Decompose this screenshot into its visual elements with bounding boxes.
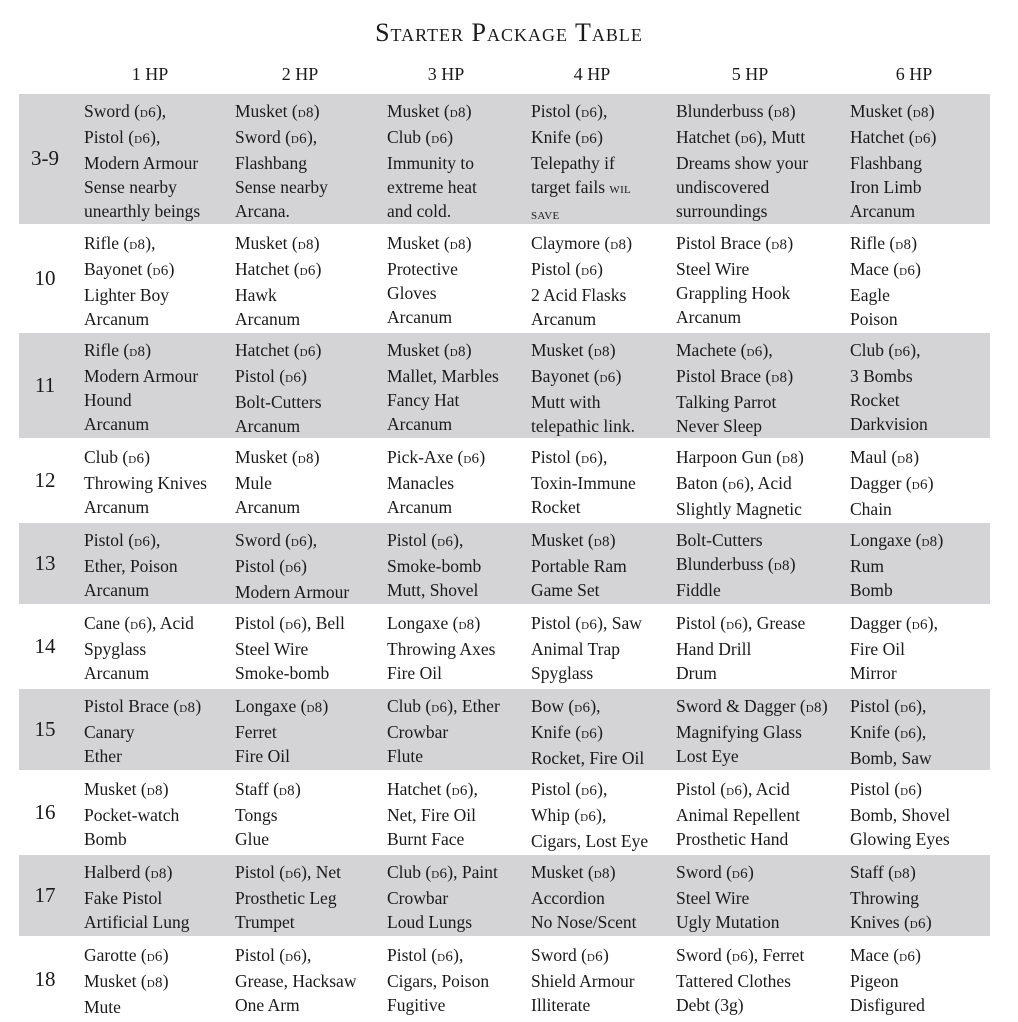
cell-line: Mutt with (531, 392, 601, 412)
table-cell (850, 943, 925, 1017)
cell-line: Sword (d6) (676, 862, 754, 882)
cell-line: undiscovered (676, 177, 770, 197)
cell-line: Club (d6) (387, 127, 454, 147)
cell-line: Arcanum (850, 201, 916, 221)
cell-line: Crowbar (387, 722, 449, 742)
cell-line: Never Sleep (676, 416, 763, 436)
cell-line: Musket (d8) (235, 101, 320, 121)
cell-line: Lighter Boy (84, 285, 170, 305)
table-cell (676, 338, 793, 438)
table-cell (531, 611, 642, 685)
cell-line: Staff (d8) (235, 779, 301, 799)
cell-line: surroundings (676, 201, 768, 221)
cell-line: Rifle (d8) (84, 340, 152, 360)
table-cell (84, 611, 194, 685)
cell-line: and cold. (387, 201, 452, 221)
cell-line: Knife (d6) (531, 722, 603, 742)
cell-line: Fugitive (387, 995, 446, 1015)
cell-line: Bayonet (d6) (531, 366, 622, 386)
cell-line: Flute (387, 746, 423, 766)
column-header: 6 HP (895, 64, 933, 84)
table-row (19, 440, 990, 521)
table-row (19, 855, 990, 936)
cell-line: save (531, 207, 560, 223)
cell-line: Arcanum (387, 497, 453, 517)
cell-line: Canary (84, 722, 135, 742)
cell-line: Knife (d6), (850, 722, 927, 742)
cell-line: Dagger (d6) (850, 473, 934, 493)
cell-line: Rocket (531, 497, 581, 517)
table-row (19, 226, 990, 331)
cell-line: Musket (d8) (850, 101, 935, 121)
table-cell (676, 231, 793, 329)
cell-line: Pistol (d6), Saw (531, 613, 642, 633)
table-cell (235, 611, 345, 685)
cell-line: Hatchet (d6) (235, 259, 322, 279)
cell-line: Bolt-Cutters (676, 530, 763, 550)
table-cell (531, 528, 627, 602)
cell-line: Throwing Knives (84, 473, 207, 493)
table-row (19, 689, 990, 770)
roll-label: 16 (34, 799, 56, 824)
cell-line: Bow (d6), (531, 696, 601, 716)
table-row (19, 94, 990, 224)
table-cell (235, 99, 328, 223)
cell-line: Arcanum (531, 309, 597, 329)
table-row (19, 938, 990, 1022)
cell-line: Musket (d8) (531, 340, 616, 360)
table-cell (387, 231, 472, 329)
cell-line: Pistol (d6), (531, 779, 608, 799)
table-cell (387, 99, 477, 223)
cell-line: Fire Oil (850, 639, 905, 659)
cell-line: Hound (84, 390, 132, 410)
cell-line: Arcanum (235, 416, 301, 436)
table-cell (235, 528, 349, 604)
cell-line: No Nose/Scent (531, 912, 637, 932)
cell-line: Burnt Face (387, 829, 465, 849)
roll-label: 15 (34, 716, 56, 741)
cell-line: Bomb, Saw (850, 748, 932, 768)
cell-line: Poison (850, 309, 898, 329)
roll-label: 18 (34, 967, 56, 991)
cell-line: Flashbang (235, 153, 307, 173)
cell-line: Spyglass (531, 663, 594, 683)
cell-line: Gloves (387, 283, 437, 303)
table-cell (850, 445, 934, 521)
cell-line: Magnifying Glass (676, 722, 802, 742)
cell-line: Claymore (d8) (531, 233, 633, 253)
cell-line: Lost Eye (676, 746, 739, 766)
cell-line: Whip (d6), (531, 805, 607, 825)
cell-line: Sword & Dagger (d8) (676, 696, 828, 716)
cell-line: Prosthetic Leg (235, 888, 337, 908)
cell-line: Loud Lungs (387, 912, 473, 932)
table-cell (387, 943, 489, 1017)
cell-line: Pistol Brace (d8) (676, 366, 794, 386)
table-cell (531, 445, 636, 519)
cell-line: Immunity to (387, 153, 475, 173)
cell-line: Pistol (d6), (387, 530, 464, 550)
cell-line: Pistol (d6), (387, 945, 464, 965)
cell-line: Telepathy if (531, 153, 615, 173)
cell-line: Smoke-bomb (387, 556, 482, 576)
table-cell (387, 777, 478, 851)
table-row (19, 333, 990, 438)
cell-line: Musket (d8) (387, 340, 472, 360)
roll-label: 14 (34, 633, 56, 658)
table-cell (235, 694, 328, 768)
cell-line: Maul (d8) (850, 447, 920, 467)
cell-line: Harpoon Gun (d8) (676, 447, 804, 467)
cell-line: Arcanum (84, 580, 150, 600)
cell-line: Fire Oil (387, 663, 442, 683)
cell-line: Modern Armour (235, 582, 350, 602)
table-cell (387, 338, 499, 436)
table-cell (850, 611, 938, 685)
cell-line: Mutt, Shovel (387, 580, 479, 600)
table-cell (531, 99, 631, 227)
cell-line: Tongs (235, 805, 278, 825)
cell-line: Spyglass (84, 639, 147, 659)
cell-line: Grease, Hacksaw (235, 971, 357, 991)
cell-line: Talking Parrot (676, 392, 777, 412)
cell-line: Iron Limb (850, 177, 922, 197)
cell-line: Sense nearby (84, 177, 177, 197)
table-cell (84, 777, 179, 851)
cell-line: Sense nearby (235, 177, 328, 197)
cell-line: Animal Repellent (676, 805, 800, 825)
cell-line: Fancy Hat (387, 390, 460, 410)
table-cell (850, 528, 943, 602)
cell-line: Arcana. (235, 201, 290, 221)
cell-line: Staff (d8) (850, 862, 916, 882)
table-cell (84, 338, 198, 436)
table-cell (531, 231, 632, 331)
cell-line: Pistol (d6) (531, 259, 603, 279)
cell-line: Pick-Axe (d6) (387, 447, 486, 467)
cell-line: Arcanum (387, 414, 453, 434)
table-cell (235, 231, 322, 331)
cell-line: Hatchet (d6), (387, 779, 478, 799)
cell-line: Pocket-watch (84, 805, 180, 825)
table-cell (531, 943, 635, 1017)
cell-line: Musket (d8) (531, 862, 616, 882)
cell-line: Cigars, Lost Eye (531, 831, 649, 851)
cell-line: Artificial Lung (84, 912, 190, 932)
column-header: 5 HP (731, 64, 769, 84)
cell-line: Debt (3g) (676, 995, 744, 1015)
cell-line: Pigeon (850, 971, 899, 991)
cell-line: Bolt-Cutters (235, 392, 322, 412)
table-cell (84, 943, 169, 1019)
table-cell (387, 528, 481, 602)
cell-line: Arcanum (84, 663, 150, 683)
table-cell (84, 528, 178, 602)
table-cell (850, 231, 921, 331)
table-cell (235, 777, 301, 851)
cell-line: Bomb (850, 580, 893, 600)
column-header: 2 HP (281, 64, 319, 84)
roll-label: 3-9 (31, 146, 59, 170)
cell-line: Tattered Clothes (676, 971, 791, 991)
cell-line: Darkvision (850, 414, 928, 434)
cell-line: Club (d6), Paint (387, 862, 498, 882)
cell-line: Musket (d8) (235, 233, 320, 253)
cell-line: Musket (d8) (387, 233, 472, 253)
table-cell (531, 860, 636, 934)
cell-line: Bayonet (d6) (84, 259, 175, 279)
column-header: 1 HP (131, 64, 169, 84)
cell-line: 2 Acid Flasks (531, 285, 627, 305)
table-cell (387, 611, 495, 685)
cell-line: Knife (d6) (531, 127, 603, 147)
cell-line: Pistol (d6), (84, 530, 161, 550)
cell-line: Rum (850, 556, 885, 576)
table-cell (850, 777, 950, 851)
cell-line: Arcanum (676, 307, 742, 327)
cell-line: Glowing Eyes (850, 829, 950, 849)
cell-line: Hand Drill (676, 639, 752, 659)
cell-line: Pistol (d6), Net (235, 862, 341, 882)
cell-line: Accordion (531, 888, 605, 908)
column-header: 4 HP (573, 64, 611, 84)
table-cell (387, 694, 500, 768)
roll-label: 11 (34, 372, 56, 397)
cell-line: Club (d6) (84, 447, 151, 467)
cell-line: Pistol (d6), (850, 696, 927, 716)
cell-line: Smoke-bomb (235, 663, 330, 683)
roll-label: 17 (34, 882, 56, 907)
cell-line: Mule (235, 473, 272, 493)
table-cell (676, 777, 800, 851)
cell-line: Glue (235, 829, 270, 849)
cell-line: Pistol (d6) (235, 366, 307, 386)
cell-line: Bomb (84, 829, 127, 849)
cell-line: Blunderbuss (d8) (676, 554, 796, 574)
cell-line: Shield Armour (531, 971, 635, 991)
cell-line: Cigars, Poison (387, 971, 490, 991)
table-cell (676, 611, 805, 685)
cell-line: Ether (84, 746, 122, 766)
cell-line: Mace (d6) (850, 945, 921, 965)
roll-label: 10 (34, 265, 56, 290)
table-cell (235, 338, 322, 438)
cell-line: Hatchet (d6) (235, 340, 322, 360)
column-header: 3 HP (427, 64, 465, 84)
cell-line: Dreams show your (676, 153, 809, 173)
cell-line: Bomb, Shovel (850, 805, 951, 825)
cell-line: Steel Wire (676, 888, 750, 908)
cell-line: Mirror (850, 663, 897, 683)
cell-line: Trumpet (235, 912, 295, 932)
cell-line: Manacles (387, 473, 455, 493)
table-cell (531, 694, 644, 770)
table-cell (84, 694, 201, 768)
cell-line: Pistol (d6), (84, 127, 161, 147)
table-cell (850, 860, 932, 936)
cell-line: Slightly Magnetic (676, 499, 802, 519)
cell-line: Sword (d6) (531, 945, 609, 965)
cell-line: Pistol (d6), Bell (235, 613, 345, 633)
cell-line: Ugly Mutation (676, 912, 780, 932)
cell-line: telepathic link. (531, 416, 635, 436)
cell-line: Arcanum (235, 497, 301, 517)
cell-line: Dagger (d6), (850, 613, 938, 633)
cell-line: Hawk (235, 285, 277, 305)
cell-line: Cane (d6), Acid (84, 613, 194, 633)
cell-line: Musket (d8) (235, 447, 320, 467)
cell-line: Throwing (850, 888, 920, 908)
cell-line: Pistol (d6), (235, 945, 312, 965)
cell-line: One Arm (235, 995, 300, 1015)
cell-line: Blunderbuss (d8) (676, 101, 796, 121)
cell-line: Pistol (d6), (531, 101, 608, 121)
cell-line: Knives (d6) (850, 912, 932, 932)
cell-line: Ether, Poison (84, 556, 178, 576)
cell-line: Musket (d8) (84, 779, 169, 799)
cell-line: Sword (d6), (235, 530, 318, 550)
cell-line: Sword (d6), (84, 101, 167, 121)
cell-line: Throwing Axes (387, 639, 496, 659)
cell-line: Pistol (d6), Grease (676, 613, 806, 633)
cell-line: Chain (850, 499, 892, 519)
cell-line: Baton (d6), Acid (676, 473, 792, 493)
table-cell (235, 445, 320, 519)
cell-line: Steel Wire (235, 639, 309, 659)
cell-line: Club (d6), (850, 340, 921, 360)
table-cell (235, 943, 356, 1017)
cell-line: Arcanum (235, 309, 301, 329)
cell-line: Fire Oil (235, 746, 290, 766)
cell-line: Disfigured (850, 995, 925, 1015)
cell-line: Fiddle (676, 580, 721, 600)
cell-line: extreme heat (387, 177, 477, 197)
cell-line: Pistol (d6) (235, 556, 307, 576)
table-cell (676, 99, 808, 223)
table-cell (850, 694, 932, 770)
cell-line: Pistol (d6) (850, 779, 922, 799)
cell-line: Pistol Brace (d8) (84, 696, 202, 716)
cell-line: Eagle (850, 285, 890, 305)
cell-line: unearthly beings (84, 201, 201, 221)
cell-line: Rifle (d8), (84, 233, 156, 253)
table-cell (676, 860, 780, 934)
table-cell (676, 528, 796, 602)
cell-line: Prosthetic Hand (676, 829, 789, 849)
cell-line: Illiterate (531, 995, 591, 1015)
cell-line: Flashbang (850, 153, 922, 173)
table-cell (850, 338, 928, 436)
cell-line: Longaxe (d8) (387, 613, 481, 633)
cell-line: Pistol Brace (d8) (676, 233, 794, 253)
cell-line: Game Set (531, 580, 600, 600)
table-row (19, 772, 990, 853)
cell-line: Pistol (d6), Acid (676, 779, 790, 799)
table-cell (84, 231, 174, 331)
cell-line: Ferret (235, 722, 277, 742)
cell-line: Modern Armour (84, 366, 199, 386)
cell-line: Portable Ram (531, 556, 627, 576)
table-cell (84, 445, 207, 519)
table-cell (235, 860, 341, 934)
table-cell (531, 338, 635, 438)
cell-line: Grappling Hook (676, 283, 791, 303)
cell-line: Sword (d6), Ferret (676, 945, 805, 965)
cell-line: Crowbar (387, 888, 449, 908)
cell-line: Steel Wire (676, 259, 750, 279)
cell-line: Garotte (d6) (84, 945, 169, 965)
table-cell (676, 943, 804, 1017)
cell-line: Net, Fire Oil (387, 805, 476, 825)
cell-line: Club (d6), Ether (387, 696, 500, 716)
cell-line: Arcanum (84, 309, 150, 329)
table-row (19, 523, 990, 604)
cell-line: Rifle (d8) (850, 233, 918, 253)
cell-line: Rocket, Fire Oil (531, 748, 645, 768)
cell-line: Hatchet (d6) (850, 127, 937, 147)
table-row (19, 606, 990, 687)
roll-label: 12 (34, 467, 56, 492)
table-cell (676, 694, 828, 768)
cell-line: Rocket (850, 390, 900, 410)
table-title: Starter Package Table (375, 18, 643, 47)
cell-line: Musket (d8) (84, 971, 169, 991)
cell-line: Sword (d6), (235, 127, 318, 147)
roll-label: 13 (34, 550, 56, 575)
cell-line: Longaxe (d8) (850, 530, 944, 550)
cell-line: Modern Armour (84, 153, 199, 173)
cell-line: Arcanum (387, 307, 453, 327)
table-cell (387, 445, 485, 519)
cell-line: Animal Trap (531, 639, 620, 659)
cell-line: Halberd (d8) (84, 862, 173, 882)
cell-line: 3 Bombs (850, 366, 913, 386)
cell-line: Machete (d6), (676, 340, 773, 360)
cell-line: Mute (84, 997, 121, 1017)
cell-line: Mallet, Marbles (387, 366, 499, 386)
table-cell (387, 860, 498, 934)
cell-line: Pistol (d6), (531, 447, 608, 467)
cell-line: Arcanum (84, 497, 150, 517)
cell-line: Toxin-Immune (531, 473, 636, 493)
cell-line: Musket (d8) (387, 101, 472, 121)
table-cell (676, 445, 804, 521)
cell-line: Drum (676, 663, 717, 683)
table-cell (84, 99, 200, 223)
table-cell (850, 99, 937, 223)
cell-line: Fake Pistol (84, 888, 163, 908)
table-cell (531, 777, 648, 853)
cell-line: Hatchet (d6), Mutt (676, 127, 806, 147)
table-cell (84, 860, 189, 934)
cell-line: Longaxe (d8) (235, 696, 329, 716)
cell-line: target fails wil (531, 177, 632, 197)
cell-line: Protective (387, 259, 458, 279)
cell-line: Arcanum (84, 414, 150, 434)
cell-line: Musket (d8) (531, 530, 616, 550)
cell-line: Mace (d6) (850, 259, 921, 279)
